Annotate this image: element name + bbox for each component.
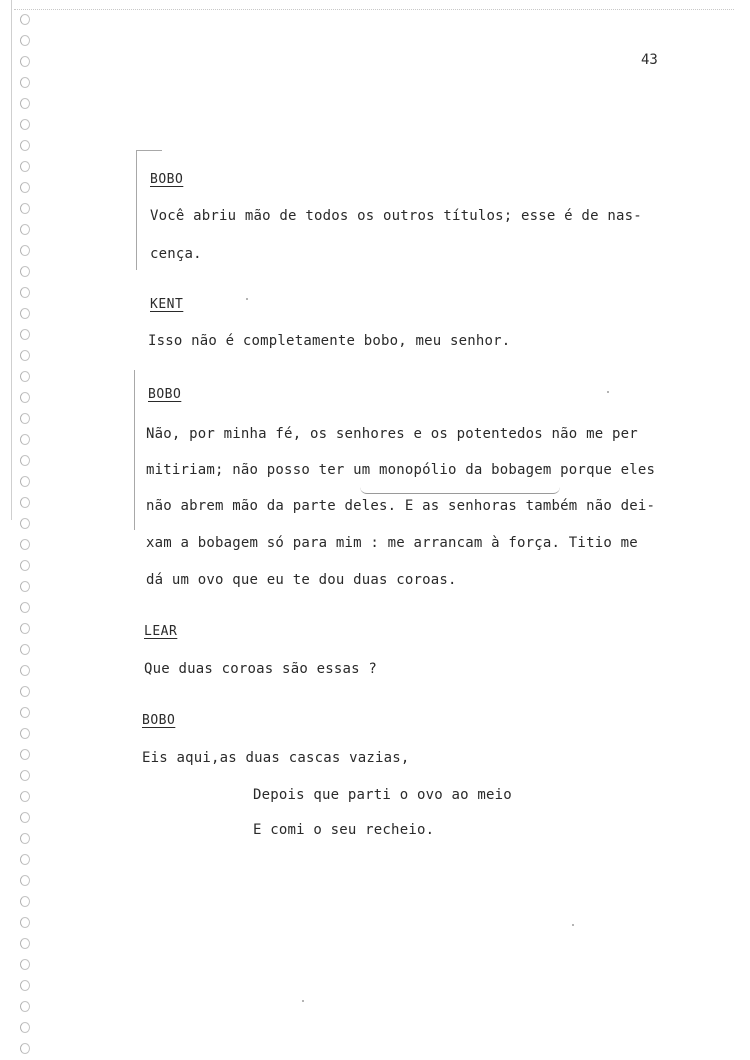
dialogue-line: xam a bobagem só para mim : me arrancam à força. Titio me bbox=[146, 535, 638, 551]
binder-hole bbox=[20, 770, 30, 781]
binder-hole bbox=[20, 749, 30, 760]
binder-hole bbox=[20, 644, 30, 655]
dialogue-line: mitiriam; não posso ter um monopólio da bobagem porque eles bbox=[146, 462, 656, 478]
binder-hole bbox=[20, 623, 30, 634]
binder-hole bbox=[20, 1022, 30, 1033]
speaker-name: BOBO bbox=[148, 387, 182, 402]
binder-hole bbox=[20, 539, 30, 550]
binder-hole bbox=[20, 161, 30, 172]
binder-hole bbox=[20, 371, 30, 382]
dialogue-line: não abrem mão da parte deles. E as senhoras também não dei- bbox=[146, 498, 656, 514]
margin-bracket bbox=[134, 370, 135, 530]
binder-hole bbox=[20, 1001, 30, 1012]
dialogue-line: Isso não é completamente bobo, meu senhor. bbox=[148, 333, 511, 349]
speaker-name: LEAR bbox=[144, 624, 178, 639]
binder-hole bbox=[20, 854, 30, 865]
dialogue-line: Você abriu mão de todos os outros títulos; esse é de nas- bbox=[150, 208, 642, 224]
scan-speck bbox=[302, 1000, 304, 1002]
verse-line: Depois que parti o ovo ao meio bbox=[253, 787, 512, 803]
binder-hole bbox=[20, 980, 30, 991]
binder-hole bbox=[20, 224, 30, 235]
binder-hole bbox=[20, 413, 30, 424]
binder-hole bbox=[20, 77, 30, 88]
verse-line: E comi o seu recheio. bbox=[253, 822, 435, 838]
binder-hole bbox=[20, 812, 30, 823]
scan-speck bbox=[607, 391, 609, 393]
binder-hole bbox=[20, 833, 30, 844]
page-left-edge bbox=[11, 0, 12, 520]
binder-hole bbox=[20, 875, 30, 886]
speaker-name: BOBO bbox=[150, 172, 184, 187]
binder-hole bbox=[20, 350, 30, 361]
margin-bracket-tick bbox=[136, 150, 162, 151]
scan-speck bbox=[246, 298, 248, 300]
dialogue-line: cença. bbox=[150, 246, 202, 262]
binder-hole bbox=[20, 266, 30, 277]
binder-hole bbox=[20, 35, 30, 46]
speaker-name: BOBO bbox=[142, 713, 176, 728]
binder-hole bbox=[20, 791, 30, 802]
binder-hole bbox=[20, 203, 30, 214]
binder-hole bbox=[20, 896, 30, 907]
binder-hole bbox=[20, 686, 30, 697]
binder-hole bbox=[20, 518, 30, 529]
binder-hole bbox=[20, 287, 30, 298]
binder-hole bbox=[20, 308, 30, 319]
binder-hole bbox=[20, 497, 30, 508]
binder-hole bbox=[20, 959, 30, 970]
binder-hole bbox=[20, 602, 30, 613]
binder-hole bbox=[20, 938, 30, 949]
binder-hole bbox=[20, 392, 30, 403]
binder-hole bbox=[20, 917, 30, 928]
binder-hole bbox=[20, 14, 30, 25]
page-top-edge bbox=[14, 9, 734, 10]
binder-hole bbox=[20, 707, 30, 718]
binder-hole bbox=[20, 119, 30, 130]
binder-hole bbox=[20, 56, 30, 67]
dialogue-line: Eis aqui,as duas cascas vazias, bbox=[142, 750, 410, 766]
binder-hole bbox=[20, 329, 30, 340]
binder-holes bbox=[18, 0, 36, 1060]
speaker-name: KENT bbox=[150, 297, 184, 312]
binder-hole bbox=[20, 560, 30, 571]
binder-hole bbox=[20, 140, 30, 151]
page-number: 43 bbox=[641, 52, 658, 68]
scan-speck bbox=[572, 924, 574, 926]
binder-hole bbox=[20, 98, 30, 109]
binder-hole bbox=[20, 434, 30, 445]
dialogue-line: Não, por minha fé, os senhores e os potentedos não me per bbox=[146, 426, 638, 442]
dialogue-line: dá um ovo que eu te dou duas coroas. bbox=[146, 572, 457, 588]
margin-bracket bbox=[136, 150, 137, 270]
dialogue-line: Que duas coroas são essas ? bbox=[144, 661, 377, 677]
binder-hole bbox=[20, 728, 30, 739]
pencil-underline bbox=[360, 487, 560, 494]
binder-hole bbox=[20, 581, 30, 592]
binder-hole bbox=[20, 182, 30, 193]
binder-hole bbox=[20, 665, 30, 676]
binder-hole bbox=[20, 455, 30, 466]
binder-hole bbox=[20, 245, 30, 256]
binder-hole bbox=[20, 476, 30, 487]
binder-hole bbox=[20, 1043, 30, 1054]
